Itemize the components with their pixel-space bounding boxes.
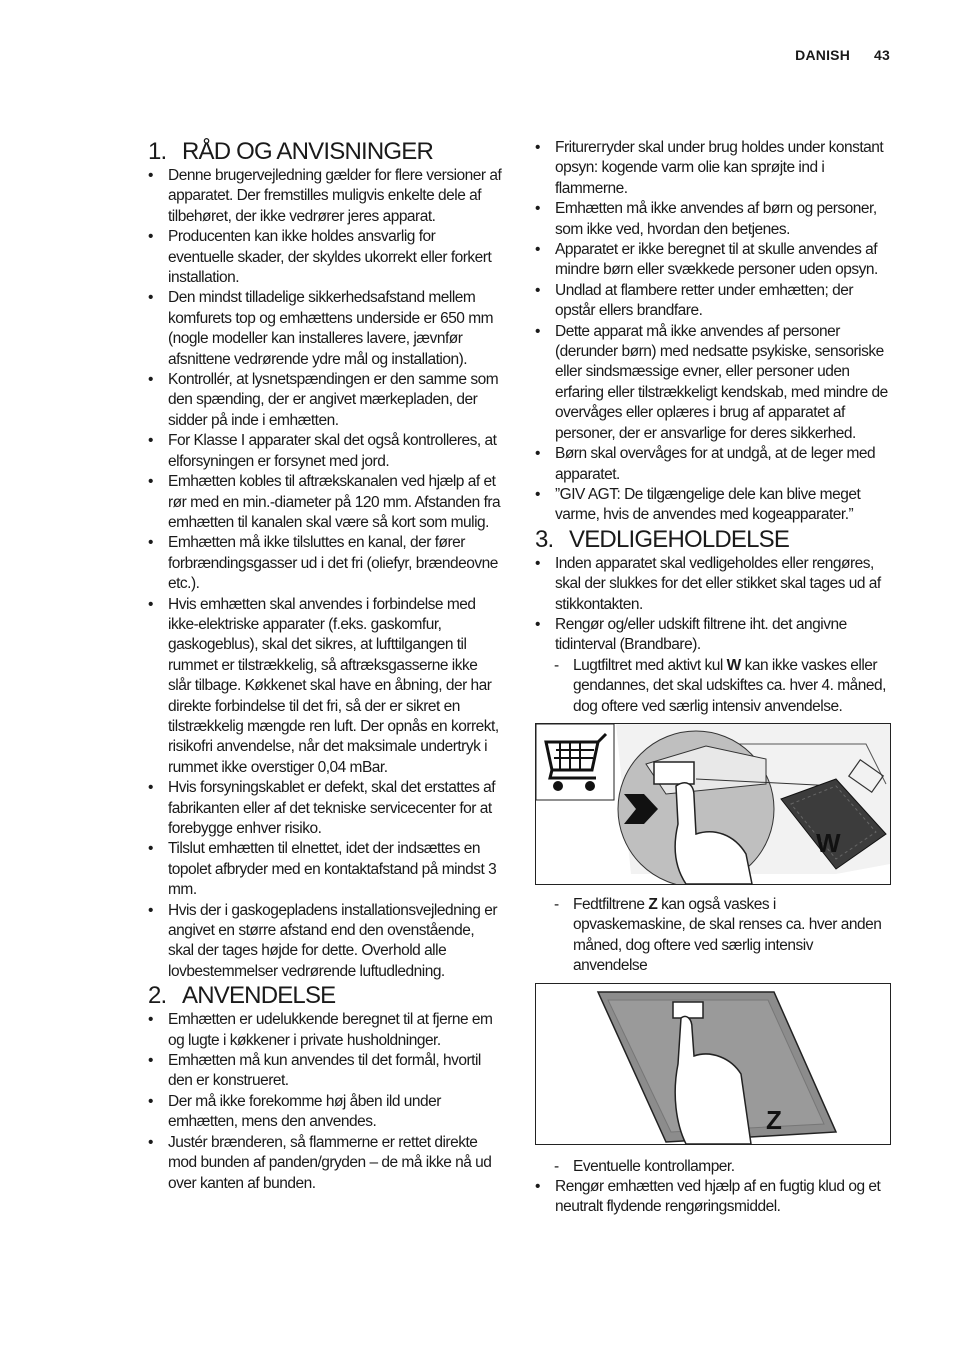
- section-heading-1: 1. RÅD OG ANVISNINGER: [148, 138, 433, 165]
- sub-item-grease-filter: - Fedtfiltrene Z kan også vaskes i opvaskemaskine, de skal renses ca. hver anden måned, dog oftere ved særlig intensiv anvendelse: [554, 895, 882, 975]
- list-item: • Friturегryder skal under brug holdes under konstant opsyn: kogende varm olie kan sprøjte ind i flammerne.: [535, 139, 884, 197]
- list-item: • Apparatet er ikke beregnet til at skulle anvendes af mindre børn eller svækkede personer uden opsyn.: [535, 241, 878, 279]
- section-3-list: [535, 554, 891, 717]
- sub-item-charcoal-filter: - Lugtfiltret med aktivt kul W kan ikke vaskes eller gendannes, det skal udskiftes ca. hver 4. måned, dog oftere ved særlig intensiv anvendelse.: [554, 656, 886, 715]
- filter-label-z: Z: [766, 1104, 782, 1135]
- list-item: • For Klasse I apparater skal det også kontrolleres, at elforsyningen er forsynet med jord.: [148, 432, 497, 470]
- list-item: • Dette apparat må ikke anvendes af personer (derunder børn) med nedsatte psykiske, sensoriske eller sindsmæssige evner, eller personer uden erfaring eller tilstrækkeligt kendskab, med mindre de overvåges eller oplæres i brug af apparatet af personer, der er ansvarlige for deres sikkerhed.: [535, 322, 888, 442]
- list-item: • Justér brænderen, så flammerne er rettet direkte mod bunden af panden/gryden – de må ikke nå ud over kanten af bunden.: [148, 1133, 492, 1192]
- left-column: [148, 138, 502, 1194]
- section-heading-2: 2. ANVENDELSE: [148, 982, 336, 1010]
- list-item: • Rengør og/eller udskift filtrene iht. det angivne tidinterval (Brandbare).: [535, 615, 847, 654]
- list-item: • Denne brugervejledning gælder for flere versioner af apparatet. Der fremstilles muligvis enkelte dele af tilbehøret, der ikke vedrører jeres apparat.: [148, 167, 502, 225]
- page-header: [795, 47, 890, 63]
- list-item: • Hvis der i gaskogepladens installationsvejledning er angivet en større afstand end den ovenstående, skal der tages højde for dette. Overhold alle lovbestemmelser vedrørende luftudledning.: [148, 901, 497, 980]
- list-item: • Den mindst tilladelige sikkerhedsafstand mellem komfurets top og emhættens underside er 650 mm (nogle modeller kan installeres lavere, jævnfør afsnittene vedrørende ydre mål og installation).: [148, 289, 494, 368]
- section-3-tail: [535, 1157, 891, 1218]
- section-2-list-right: [535, 138, 891, 526]
- section-heading-3: 3. VEDLIGEHOLDELSE: [535, 525, 790, 553]
- list-item: • Emhætten er udelukkende beregnet til at fjerne em og lugte i køkkener i private husholdninger.: [148, 1011, 493, 1049]
- list-item: • Producenten kan ikke holdes ansvarlig for eventuelle skader, der skyldes ukorrekt eller forkert installation.: [148, 228, 492, 287]
- section-2-list-left: [148, 1010, 502, 1194]
- list-item: • Der må ikke forekomme høj åben ild under emhætten, mens den anvendes.: [148, 1092, 441, 1131]
- charcoal-filter-figure: [535, 723, 891, 885]
- language-label: DANISH: [795, 47, 851, 63]
- filter-label-w: W: [816, 827, 841, 858]
- list-item: • Børn skal overvåges for at undgå, at de leger med apparatet.: [535, 445, 876, 483]
- list-item: • Kontrollér, at lysnetspændingen er den samme som den spænding, der er angivet mærkepladen, der sidder på inde i emhætten.: [148, 371, 499, 429]
- section-1-list: [148, 166, 502, 982]
- list-item: • ”GIV AGT: De tilgængelige dele kan blive meget varme, hvis de anvendes med kogeapparater.”: [535, 485, 861, 524]
- list-item: • Emhætten må kun anvendes til det formål, hvortil den er konstrueret.: [148, 1052, 481, 1090]
- page-number: 43: [874, 47, 890, 63]
- grease-filter-figure: [535, 983, 891, 1145]
- list-item: • Undlad at flambere retter under emhætten; der opstår ellers brandfare.: [535, 281, 854, 320]
- sub-item-lamps: - Eventuelle kontrollamper.: [554, 1157, 735, 1175]
- list-item: • Rengør emhætten ved hjælp af en fugtig klud og et neutralt flydende rengøringsmiddel.: [535, 1178, 881, 1216]
- section-3-sublist: [535, 895, 891, 977]
- list-item: • Tilslut emhætten til elnettet, idet der indsættes en topolet afbryder med en kontaktafstand på mindst 3 mm.: [148, 840, 497, 899]
- list-item: • Hvis forsyningskablet er defekt, skal det erstattes af fabrikanten eller af det tekniske servicecenter for at forebygge enhver risiko.: [148, 779, 496, 837]
- list-item: • Emhætten kobles til aftrækskanalen ved hjælp af et rør med en min.-diameter på 120 mm. Afstanden fra emhætten til kanalen skal være så kort som mulig.: [148, 473, 501, 531]
- right-column: [535, 138, 891, 1218]
- list-item: • Emhætten må ikke anvendes af børn og personer, som ikke ved, hvordan den betjenes.: [535, 200, 877, 238]
- list-item: • Inden apparatet skal vedligeholdes eller rengøres, skal der slukkes for det eller stikket skal tages ud af stikkontakten.: [535, 554, 881, 613]
- list-item: • Emhætten må ikke tilsluttes en kanal, der fører forbrændingsgasser ud i det fri (oliefyr, brændeovne etc.).: [148, 534, 498, 593]
- list-item: • Hvis emhætten skal anvendes i forbindelse med ikke-elektriske apparater (f.eks. gaskomfur, gaskogeblus), skal det sikres, at lufttilgangen til rummet er tilstrækkelig, så aftræksgasserne ikke slår tilbage. Køkkenet skal have en åbning, der har direkte forbindelse til det fri, så der er sikret en tilstrækkelig mængde ren luft. Der opnås en korrekt, risikofri anvendelse, når det maksimale undertryk i rummet ikke overstiger 0,04 mBar.: [148, 595, 499, 776]
